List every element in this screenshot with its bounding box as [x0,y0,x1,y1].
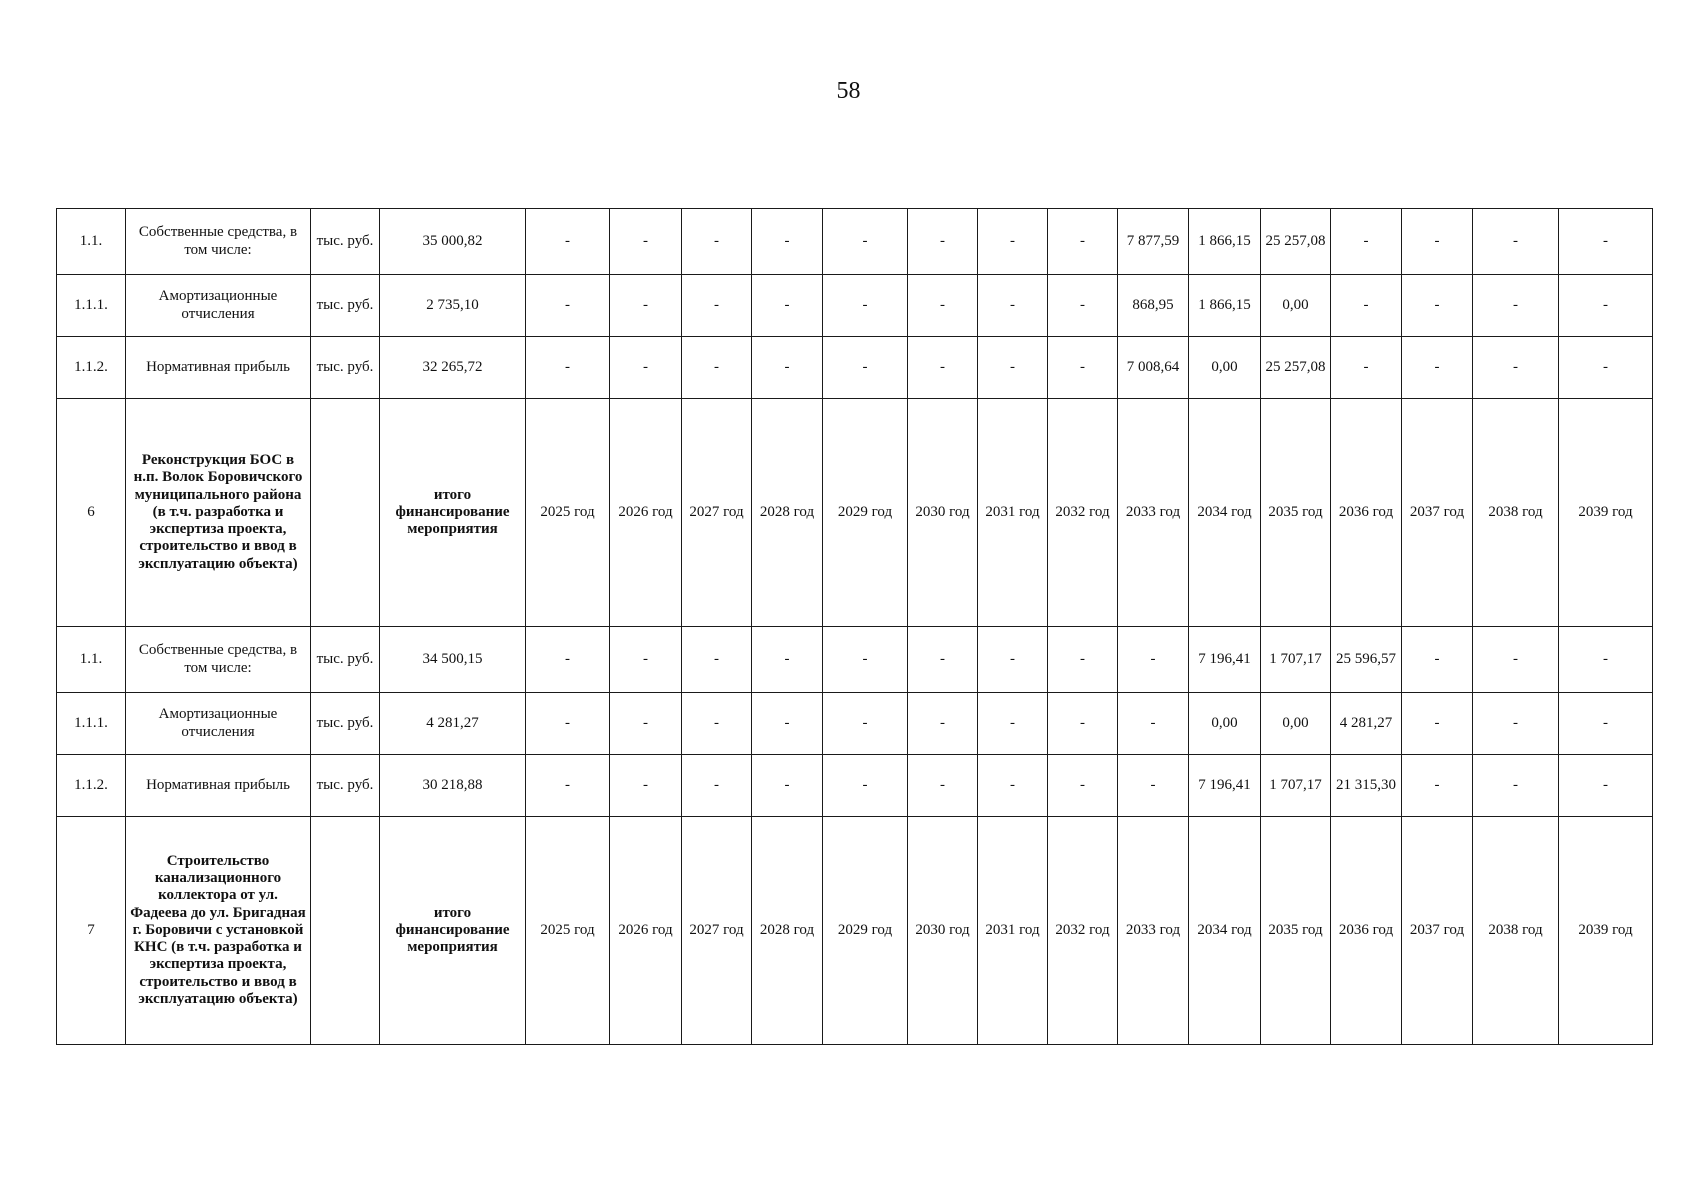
year-header: 2036 год [1331,817,1402,1045]
year-value: - [610,693,682,755]
year-value: - [978,275,1048,337]
year-value: 0,00 [1261,693,1331,755]
year-value: - [1473,627,1559,693]
year-header: 2032 год [1048,399,1118,627]
year-header: 2037 год [1402,399,1473,627]
year-value: - [752,275,823,337]
section-header-row [57,817,1653,1045]
year-value: - [823,755,908,817]
funding-source-name: Собственные средства, в том числе: [126,209,311,275]
year-value: - [1559,693,1653,755]
year-header: 2025 год [526,399,610,627]
year-header: 2033 год [1118,399,1189,627]
year-value: 0,00 [1189,693,1261,755]
year-header: 2027 год [682,399,752,627]
year-value: - [526,337,610,399]
year-value: - [978,209,1048,275]
year-value: - [1402,209,1473,275]
year-value: - [526,275,610,337]
total-financing-label: итого финансирование мероприятия [380,399,526,627]
year-value: - [1473,275,1559,337]
year-value: 1 707,17 [1261,627,1331,693]
row-number: 1.1.2. [57,337,126,399]
year-value: - [908,755,978,817]
year-value: - [908,275,978,337]
row-number: 1.1. [57,209,126,275]
row-number: 1.1. [57,627,126,693]
year-value: - [526,693,610,755]
year-header: 2032 год [1048,817,1118,1045]
year-value: 1 866,15 [1189,209,1261,275]
year-header: 2026 год [610,399,682,627]
year-header: 2038 год [1473,817,1559,1045]
year-value: - [752,755,823,817]
year-header: 2031 год [978,817,1048,1045]
project-title: Реконструкция БОС в н.п. Волок Боровичского муниципального района (в т.ч. разработка и экспертиза проекта, строительство и ввод в эксплуатацию объекта) [126,399,311,627]
unit-cell: тыс. руб. [311,693,380,755]
year-value: - [1473,755,1559,817]
year-value: - [908,337,978,399]
total-value: 34 500,15 [380,627,526,693]
year-header: 2035 год [1261,399,1331,627]
year-value: - [908,693,978,755]
year-value: - [978,693,1048,755]
row-number: 1.1.1. [57,275,126,337]
row-number: 7 [57,817,126,1045]
year-value: - [1402,627,1473,693]
year-value: - [682,275,752,337]
section-header-row [57,399,1653,627]
year-value: - [1473,209,1559,275]
page-number: 58 [836,78,861,104]
year-header: 2031 год [978,399,1048,627]
total-value: 2 735,10 [380,275,526,337]
year-value: - [1118,693,1189,755]
year-value: - [1048,627,1118,693]
year-value: - [1048,337,1118,399]
year-header: 2034 год [1189,817,1261,1045]
year-value: 7 877,59 [1118,209,1189,275]
year-value: - [823,693,908,755]
year-value: 7 008,64 [1118,337,1189,399]
year-value: - [978,755,1048,817]
year-value: - [682,337,752,399]
total-value: 4 281,27 [380,693,526,755]
year-value: - [610,275,682,337]
unit-cell: тыс. руб. [311,627,380,693]
year-value: - [682,627,752,693]
year-value: - [752,337,823,399]
table-body [57,209,1653,1045]
year-value: - [1473,693,1559,755]
year-value: - [1048,275,1118,337]
year-header: 2029 год [823,399,908,627]
year-value: - [1331,209,1402,275]
unit-cell [311,817,380,1045]
row-number: 1.1.1. [57,693,126,755]
year-header: 2025 год [526,817,610,1045]
year-value: - [823,209,908,275]
table-row [57,275,1653,337]
year-value: - [1559,337,1653,399]
year-header: 2027 год [682,817,752,1045]
year-value: 25 257,08 [1261,209,1331,275]
funding-source-name: Собственные средства, в том числе: [126,627,311,693]
year-value: - [526,209,610,275]
table-row [57,627,1653,693]
year-value: 1 707,17 [1261,755,1331,817]
unit-cell: тыс. руб. [311,209,380,275]
unit-cell: тыс. руб. [311,275,380,337]
year-value: - [752,627,823,693]
year-value: - [1048,693,1118,755]
financing-table [56,208,1653,1045]
year-header: 2037 год [1402,817,1473,1045]
unit-cell: тыс. руб. [311,755,380,817]
year-value: - [978,337,1048,399]
year-value: - [1402,755,1473,817]
funding-source-name: Амортизационные отчисления [126,693,311,755]
year-value: 0,00 [1189,337,1261,399]
year-value: 1 866,15 [1189,275,1261,337]
funding-source-name: Нормативная прибыль [126,755,311,817]
year-value: - [1559,627,1653,693]
year-value: 7 196,41 [1189,755,1261,817]
year-header: 2030 год [908,399,978,627]
year-value: - [1048,755,1118,817]
year-value: - [1559,275,1653,337]
table-row [57,209,1653,275]
row-number: 1.1.2. [57,755,126,817]
total-value: 32 265,72 [380,337,526,399]
year-value: - [1402,275,1473,337]
year-header: 2030 год [908,817,978,1045]
year-header: 2028 год [752,817,823,1045]
year-value: - [610,209,682,275]
table-row [57,337,1653,399]
year-value: - [1559,209,1653,275]
year-value: - [823,275,908,337]
year-value: - [1559,755,1653,817]
year-header: 2039 год [1559,399,1653,627]
table-row [57,755,1653,817]
year-value: - [682,755,752,817]
year-header: 2034 год [1189,399,1261,627]
total-value: 35 000,82 [380,209,526,275]
year-value: 4 281,27 [1331,693,1402,755]
year-value: - [908,209,978,275]
year-header: 2026 год [610,817,682,1045]
year-value: - [908,627,978,693]
year-value: - [526,755,610,817]
year-value: - [1118,755,1189,817]
year-value: - [610,627,682,693]
funding-source-name: Нормативная прибыль [126,337,311,399]
year-value: - [682,209,752,275]
year-header: 2033 год [1118,817,1189,1045]
year-value: - [1402,337,1473,399]
year-value: - [610,755,682,817]
year-header: 2039 год [1559,817,1653,1045]
year-value: 25 257,08 [1261,337,1331,399]
funding-source-name: Амортизационные отчисления [126,275,311,337]
table-row [57,693,1653,755]
year-value: - [1402,693,1473,755]
year-value: 0,00 [1261,275,1331,337]
year-value: 21 315,30 [1331,755,1402,817]
year-value: 25 596,57 [1331,627,1402,693]
year-value: - [978,627,1048,693]
year-value: - [1331,275,1402,337]
year-header: 2029 год [823,817,908,1045]
year-value: 868,95 [1118,275,1189,337]
project-title: Строительство канализационного коллектора от ул. Фадеева до ул. Бригадная г. Боровичи с установкой КНС (в т.ч. разработка и экспертиза проекта, строительство и ввод в эксплуатацию объекта) [126,817,311,1045]
total-financing-label: итого финансирование мероприятия [380,817,526,1045]
year-header: 2036 год [1331,399,1402,627]
year-value: - [752,209,823,275]
year-value: - [1473,337,1559,399]
year-header: 2035 год [1261,817,1331,1045]
row-number: 6 [57,399,126,627]
year-value: - [1331,337,1402,399]
year-value: - [610,337,682,399]
unit-cell: тыс. руб. [311,337,380,399]
year-value: - [823,627,908,693]
total-value: 30 218,88 [380,755,526,817]
year-value: - [1048,209,1118,275]
unit-cell [311,399,380,627]
year-header: 2028 год [752,399,823,627]
year-value: - [1118,627,1189,693]
year-value: - [682,693,752,755]
year-header: 2038 год [1473,399,1559,627]
year-value: - [752,693,823,755]
year-value: 7 196,41 [1189,627,1261,693]
year-value: - [526,627,610,693]
year-value: - [823,337,908,399]
